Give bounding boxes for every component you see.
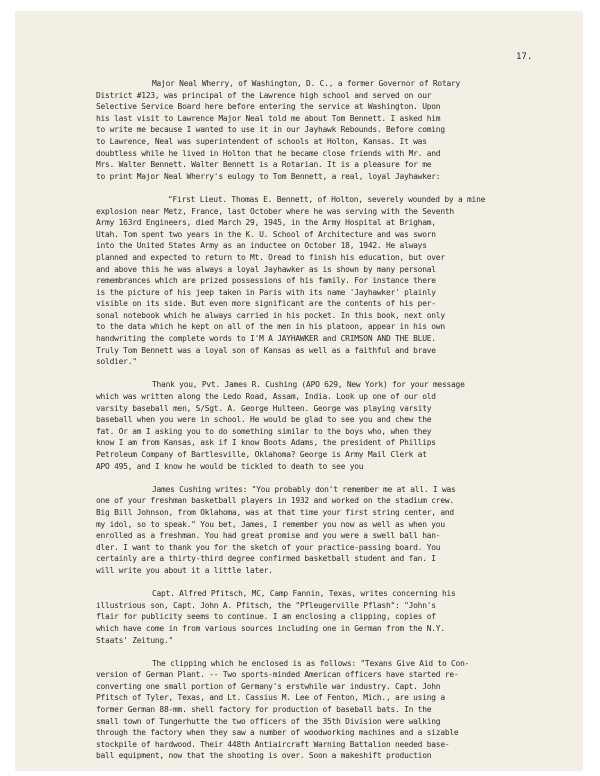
text-line: one of your freshman basketball players in 1932 and worked on the stadium crew. [96,496,454,506]
text-line: to the data which he kept on all of the men in his platoon, appear in his own [96,322,445,332]
paragraph-wherry-intro [96,78,556,182]
text-line: Utah. Tom spent two years in the K. U. School of Architecture and was sworn [96,229,436,239]
text-line: my idol, so to speak." You bet, James, I remember you now as well as when you [96,519,445,529]
text-line: through the factory when they saw a number of woodworking machines and a sizable [96,728,459,738]
text-line: handwriting the complete words to I'M A JAYHAWKER and CRIMSON AND THE BLUE. [96,334,436,344]
document-body [96,78,556,762]
text-line: former German 88-mm. shell factory for production of baseball bats. In the [96,705,432,715]
text-line: Major Neal Wherry, of Washington, D. C., a former Governor of Rotary [152,79,461,88]
text-line: dler. I want to thank you for the sketch of your practice-passing board. You [96,542,441,552]
paragraph-cushing-thanks [96,379,556,472]
text-line: The clipping which he enclosed is as follows: "Texans Give Aid to Con- [152,658,470,668]
text-line: Selective Service Board here before entering the service at Washington. Upon [96,102,441,112]
text-line: Thank you, Pvt. James R. Cushing (APO 629, New York) for your message [152,380,465,390]
text-line: doubtless while he lived in Holton that he became close friends with Mr. and [96,148,441,158]
text-line: District #123, was principal of the Lawrence high school and served on our [96,90,432,100]
text-line: visible on its side. But even more significant are the contents of his per- [96,299,436,309]
text-line: Petroleum Company of Bartlesville, Oklahoma? George is Army Mail Clerk at [96,450,427,459]
text-line: to print Major Neal Wherry's eulogy to Tom Bennett, a real, loyal Jayhawker: [96,171,441,181]
page-number: 17. [516,52,533,62]
text-line: will write you about it a little later. [96,565,273,575]
text-line: fat. Or am I asking you to do something similar to the boys who, when they [96,426,432,436]
text-line: soldier." [96,357,137,367]
text-line: Truly Tom Bennett was a loyal son of Kansas as well as a faithful and brave [96,345,436,355]
text-line: Army 163rd Engineers, died March 29, 1945, in the Army Hospital at Brigham, [96,218,436,228]
text-line: James Cushing writes: "You probably don't remember me at all. I was [152,484,456,494]
text-line: to Lawrence, Neal was superintendent of schools at Holton, Kansas. It was [96,136,427,146]
text-line: which have come in from various sources including one in German from the N.Y. [96,623,445,633]
text-line: flair for publicity seems to continue. I am enclosing a clipping, copies of [96,612,436,622]
text-line: varsity baseball men, S/Sgt. A. George Hulteen. George was playing varsity [96,403,432,413]
text-line: baseball when you were in school. He would be glad to see you and chew the [96,415,432,425]
text-line: into the United States Army as an inductee on October 18, 1942. He always [96,241,427,251]
text-line: planned and expected to return to Mt. Oread to finish his education, but over [96,252,445,262]
text-line: Pfitsch of Tyler, Texas, and Lt. Cassius M. Lee of Fenton, Mich., are using a [96,693,445,703]
text-line: version of German Plant. -- Two sports-minded American officers have started re- [96,670,459,680]
text-line: and above this he was always a loyal Jayhawker as is shown by many personal [96,264,436,274]
text-line: illustrious son, Capt. John A. Pfitsch, the "Pfleugerville Pflash": "John's [96,600,436,610]
paragraph-clipping [96,658,556,762]
text-line: know I am from Kansas, ask if I know Boots Adams, the president of Phillips [96,438,436,448]
paragraph-cushing-writes [96,484,556,577]
text-line: remembrances which are prized possessions of his family. For instance there [96,276,436,286]
text-line: Staats' Zeitung." [96,635,174,645]
text-line: certainly are a thirty-third degree confirmed basketball student and fan. I [96,554,436,564]
text-line: Big Bill Johnson, from Oklahoma, was at that time your first string center, and [96,507,454,517]
text-line: which was written along the Ledo Road, Assam, India. Look up one of our old [96,392,436,402]
document-page [16,12,582,770]
text-line: Capt. Alfred Pfitsch, MC, Camp Fannin, Texas, writes concerning his [152,589,456,599]
text-line: enrolled as a freshman. You had great promise and you were a swell ball han- [96,531,441,541]
text-line: APO 495, and I know he would be tickled to death to see you [96,461,364,471]
text-line: stockpile of hardwood. Their 448th Antiaircraft Warning Battalion needed base- [96,739,450,749]
text-line: explosion near Metz, France, last October where he was serving with the Seventh [96,206,454,216]
paragraph-bennett-eulogy [96,194,556,368]
text-line: his last visit to Lawrence Major Neal told me about Tom Bennett. I asked him [96,113,441,123]
text-line: converting one small portion of Germany's erstwhile war industry. Capt. John [96,681,441,691]
text-line: "First Lieut. Thomas E. Bennett, of Holton, severely wounded by a mine [168,194,486,204]
text-line: sonal notebook which he always carried in his pocket. In this book, next only [96,310,445,320]
text-line: is the picture of his jeep taken in Paris with its name 'Jayhawker' plainly [96,287,436,297]
text-line: Mrs. Walter Bennett. Walter Bennett is a Rotarian. It is a pleasure for me [96,160,432,170]
text-line: to write me because I wanted to use it in our Jayhawk Rebounds. Before coming [96,125,445,135]
text-line: ball equipment, now that the shooting is over. Soon a makeshift production [96,751,432,761]
text-line: small town of Tungerhutte the two officers of the 35th Division were walking [96,716,441,726]
paragraph-pfitsch [96,588,556,646]
